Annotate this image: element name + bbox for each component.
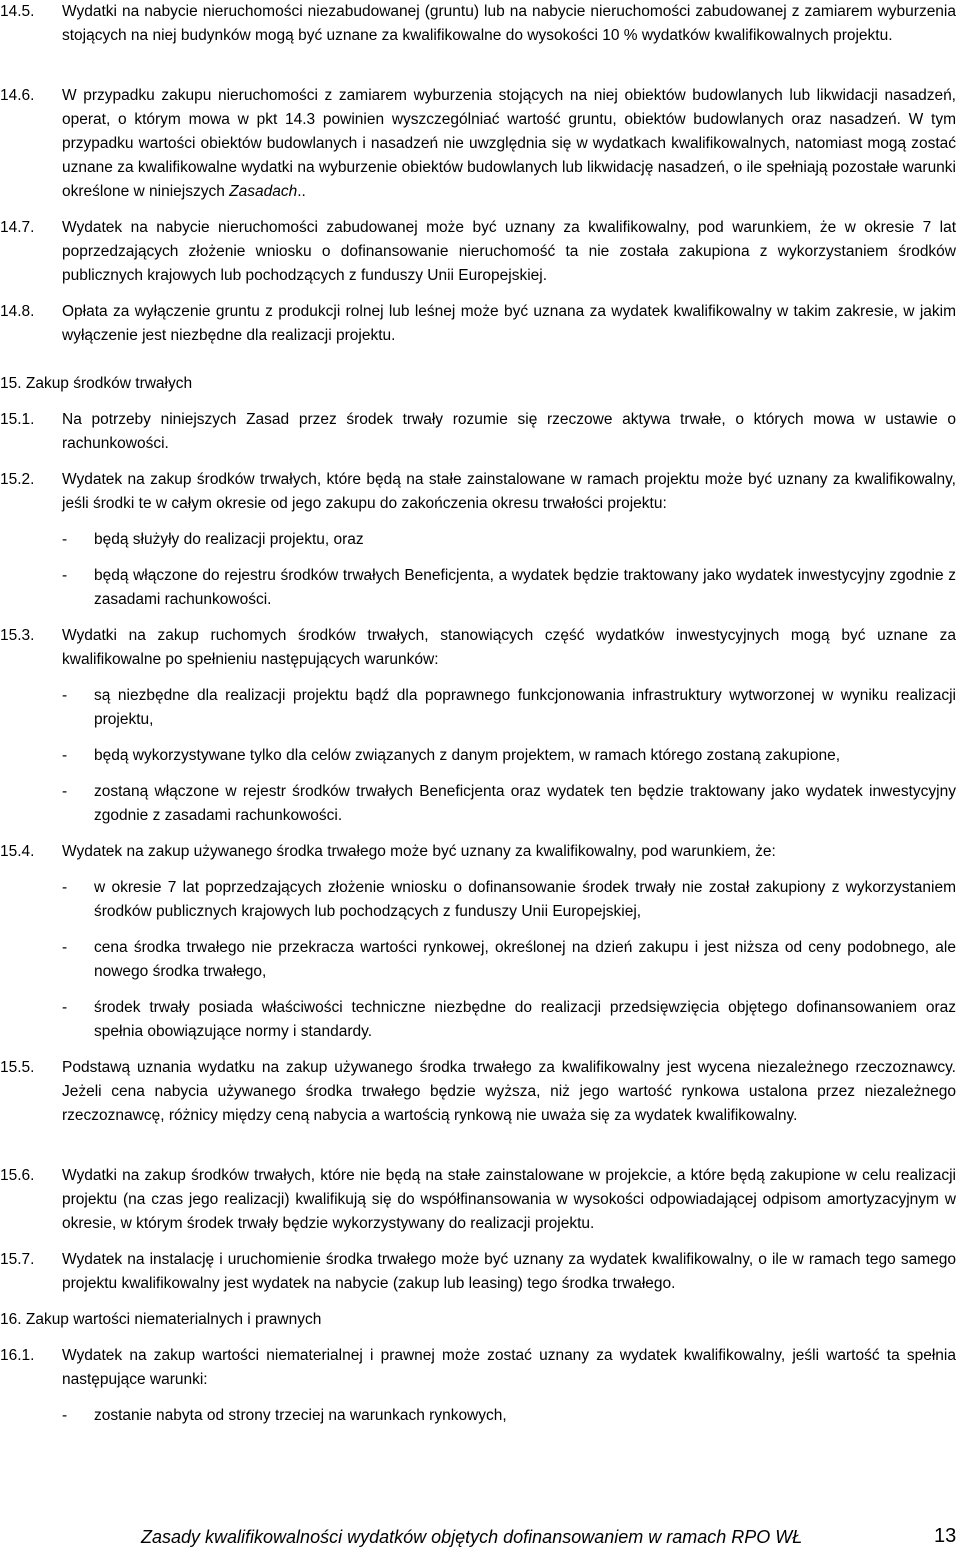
bullet-dash: - [62,531,68,548]
paragraph-body: Wydatek na nabycie nieruchomości zabudowanej może być uznany za kwalifikowalny, pod warunkiem, że w okresie 7 lat poprzedzających złożenie wniosku o dofinansowanie nieruchomość ta nie została zakupiona z wykorzystaniem środków publicznych krajowych lub pochodzących z funduszy Unii Europejskiej. [62,219,956,284]
section-paragraph [0,1344,956,1392]
paragraph-text [62,216,956,288]
section-paragraph [0,216,956,288]
bullet-dash: - [62,939,68,956]
bullet-text: będą włączone do rejestru środków trwałych Beneficjenta, a wydatek będzie traktowany jako wydatek inwestycyjny zgodnie z zasadami rachunkowości. [94,567,956,608]
paragraph-text [62,468,956,516]
bullet-item [62,744,956,768]
section-paragraph [0,0,956,48]
bullet-text: są niezbędne dla realizacji projektu bądź dla poprawnego funkcjonowania infrastruktury wytworzonej w wyniku realizacji projektu, [94,687,956,728]
paragraph-body: Podstawą uznania wydatku na zakup używanego środka trwałego za kwalifikowalny jest wycena niezależnego rzeczoznawcy. Jeżeli cena nabycia używanego środka trwałego będzie wyższa, niż jego wartość rynkowa ustalona przez niezależnego rzeczoznawcę, różnicy między ceną nabycia a wartością rynkową nie uważa się za wydatek kwalifikowalny. [62,1059,956,1124]
paragraph-text [62,1056,956,1128]
paragraph-text [62,624,956,672]
section-paragraph [0,1164,956,1236]
paragraph-text [62,0,956,48]
paragraph-body: Wydatek na zakup używanego środka trwałego może być uznany za kwalifikowalny, pod warunkiem, że: [62,843,776,860]
paragraph-text [62,840,956,864]
bullet-dash: - [62,879,68,896]
bullet-dash: - [62,1407,68,1424]
bullet-text: będą wykorzystywane tylko dla celów związanych z danym projektem, w ramach którego zostaną zakupione, [94,747,841,764]
bullet-dash: - [62,747,68,764]
section-paragraph [0,84,956,204]
paragraph-text [62,1164,956,1236]
paragraph-number: 15.7. [0,1251,35,1268]
bullet-item [62,1404,956,1428]
bullet-text: zostanie nabyta od strony trzeciej na warunkach rynkowych, [94,1407,507,1424]
paragraph-number: 15.3. [0,627,35,644]
paragraph-number: 15.4. [0,843,35,860]
paragraph-number: 15.1. [0,411,35,428]
section-paragraph [0,408,956,456]
section-paragraph [0,300,956,348]
paragraph-number: 16.1. [0,1347,35,1364]
bullet-dash: - [62,999,68,1016]
bullet-item [62,936,956,984]
paragraph-body: Opłata za wyłączenie gruntu z produkcji rolnej lub leśnej może być uznana za wydatek kwalifikowalny w takim zakresie, w jakim wyłączenie jest niezbędne dla realizacji projektu. [62,303,956,344]
paragraph-body: Na potrzeby niniejszych Zasad przez środek trwały rozumie się rzeczowe aktywa trwałe, o których mowa w ustawie o rachunkowości. [62,411,956,452]
bullet-text: zostaną włączone w rejestr środków trwałych Beneficjenta oraz wydatek ten będzie traktowany jako wydatek inwestycyjny zgodnie z zasadami rachunkowości. [94,783,956,824]
bullet-text: będą służyły do realizacji projektu, oraz [94,531,364,548]
section-heading: 16. Zakup wartości niematerialnych i prawnych [0,1311,322,1328]
paragraph-number: 14.6. [0,87,35,104]
bullet-dash: - [62,783,68,800]
paragraph-number: 14.5. [0,3,35,20]
paragraph-number: 15.5. [0,1059,35,1076]
paragraph-italic-term: Zasadach [229,183,298,200]
paragraph-text [62,84,956,204]
section-paragraph [0,624,956,672]
paragraph-body: Wydatek na zakup wartości niematerialnej i prawnej może zostać uznany za wydatek kwalifikowalny, jeśli wartość ta spełnia następujące warunki: [62,1347,956,1388]
bullet-dash: - [62,687,68,704]
paragraph-number: 14.7. [0,219,35,236]
paragraph-body: Wydatki na zakup środków trwałych, które nie będą na stałe zainstalowane w projekcie, a które będą zakupione w celu realizacji projektu (na czas jego realizacji) kwalifikują się do współfinansowania w wysokości odpowiadającej odpisom amortyzacyjnym w okresie, w którym środek trwały będzie wykorzystywany do realizacji projektu. [62,1167,956,1232]
paragraph-body: Wydatki na zakup ruchomych środków trwałych, stanowiących część wydatków inwestycyjnych mogą być uznane za kwalifikowalne po spełnieniu następujących warunków: [62,627,956,668]
footer-title: Zasady kwalifikowalności wydatków objętych dofinansowaniem w ramach RPO WŁ [141,1527,803,1547]
paragraph-number: 15.2. [0,471,35,488]
page-footer [0,1522,960,1550]
paragraph-body: Wydatek na zakup środków trwałych, które będą na stałe zainstalowane w ramach projektu może być uznany za kwalifikowalny, jeśli środki te w całym okresie od jego zakupu do zakończenia okresu trwałości projektu: [62,471,956,512]
paragraph-body: Wydatek na instalację i uruchomienie środka trwałego może być uznany za wydatek kwalifikowalny, o ile w ramach tego samego projektu kwalifikowalny jest wydatek na nabycie (zakup lub leasing) tego środka trwałego. [62,1251,956,1292]
paragraph-body: W przypadku zakupu nieruchomości z zamiarem wyburzenia stojących na niej obiektów budowlanych lub likwidacji nasadzeń, operat, o którym mowa w pkt 14.3 powinien wyszczególniać wartość gruntu, obiektów budowlanych oraz nasadzeń. W tym przypadku wartości obiektów budowlanych i nasadzeń nie uwzględnia się w wydatkach kwalifikowalnych, natomiast mogą zostać uznane za kwalifikowalne wydatki na wyburzenie obiektów budowlanych lub likwidację nasadzeń, o ile spełniają pozostałe warunki określone w niniejszych [62,87,956,200]
page-number: 13 [934,1525,957,1547]
bullet-item [62,684,956,732]
paragraph-text [62,408,956,456]
paragraph-text [62,1248,956,1296]
bullet-text: cena środka trwałego nie przekracza wartości rynkowej, określonej na dzień zakupu i jest niższa od ceny podobnego, ale nowego środka trwałego, [94,939,956,980]
paragraph-text [62,300,956,348]
bullet-item [62,876,956,924]
bullet-item [62,528,956,552]
bullet-item [62,780,956,828]
paragraph-text [62,1344,956,1392]
bullet-text: środek trwały posiada właściwości techniczne niezbędne do realizacji przedsięwzięcia objętego dofinansowaniem oraz spełnia obowiązujące normy i standardy. [94,999,956,1040]
bullet-item [62,996,956,1044]
paragraph-number: 15.6. [0,1167,35,1184]
section-paragraph [0,468,956,516]
section-paragraph [0,840,956,864]
section-paragraph [0,1248,956,1296]
bullet-text: w okresie 7 lat poprzedzających złożenie wniosku o dofinansowanie środek trwały nie został zakupiony z wykorzystaniem środków publicznych krajowych lub pochodzących z funduszy Unii Europejskiej, [94,879,956,920]
section-paragraph [0,1056,956,1128]
section-heading: 15. Zakup środków trwałych [0,375,193,392]
paragraph-number: 14.8. [0,303,35,320]
bullet-item [62,564,956,612]
bullet-dash: - [62,567,68,584]
paragraph-body: Wydatki na nabycie nieruchomości niezabudowanej (gruntu) lub na nabycie nieruchomości zabudowanej z zamiarem wyburzenia stojących na niej budynków mogą być uznane za kwalifikowalne do wysokości 10 % wydatków kwalifikowalnych projektu. [62,3,956,44]
paragraph-tail: .. [297,183,306,200]
